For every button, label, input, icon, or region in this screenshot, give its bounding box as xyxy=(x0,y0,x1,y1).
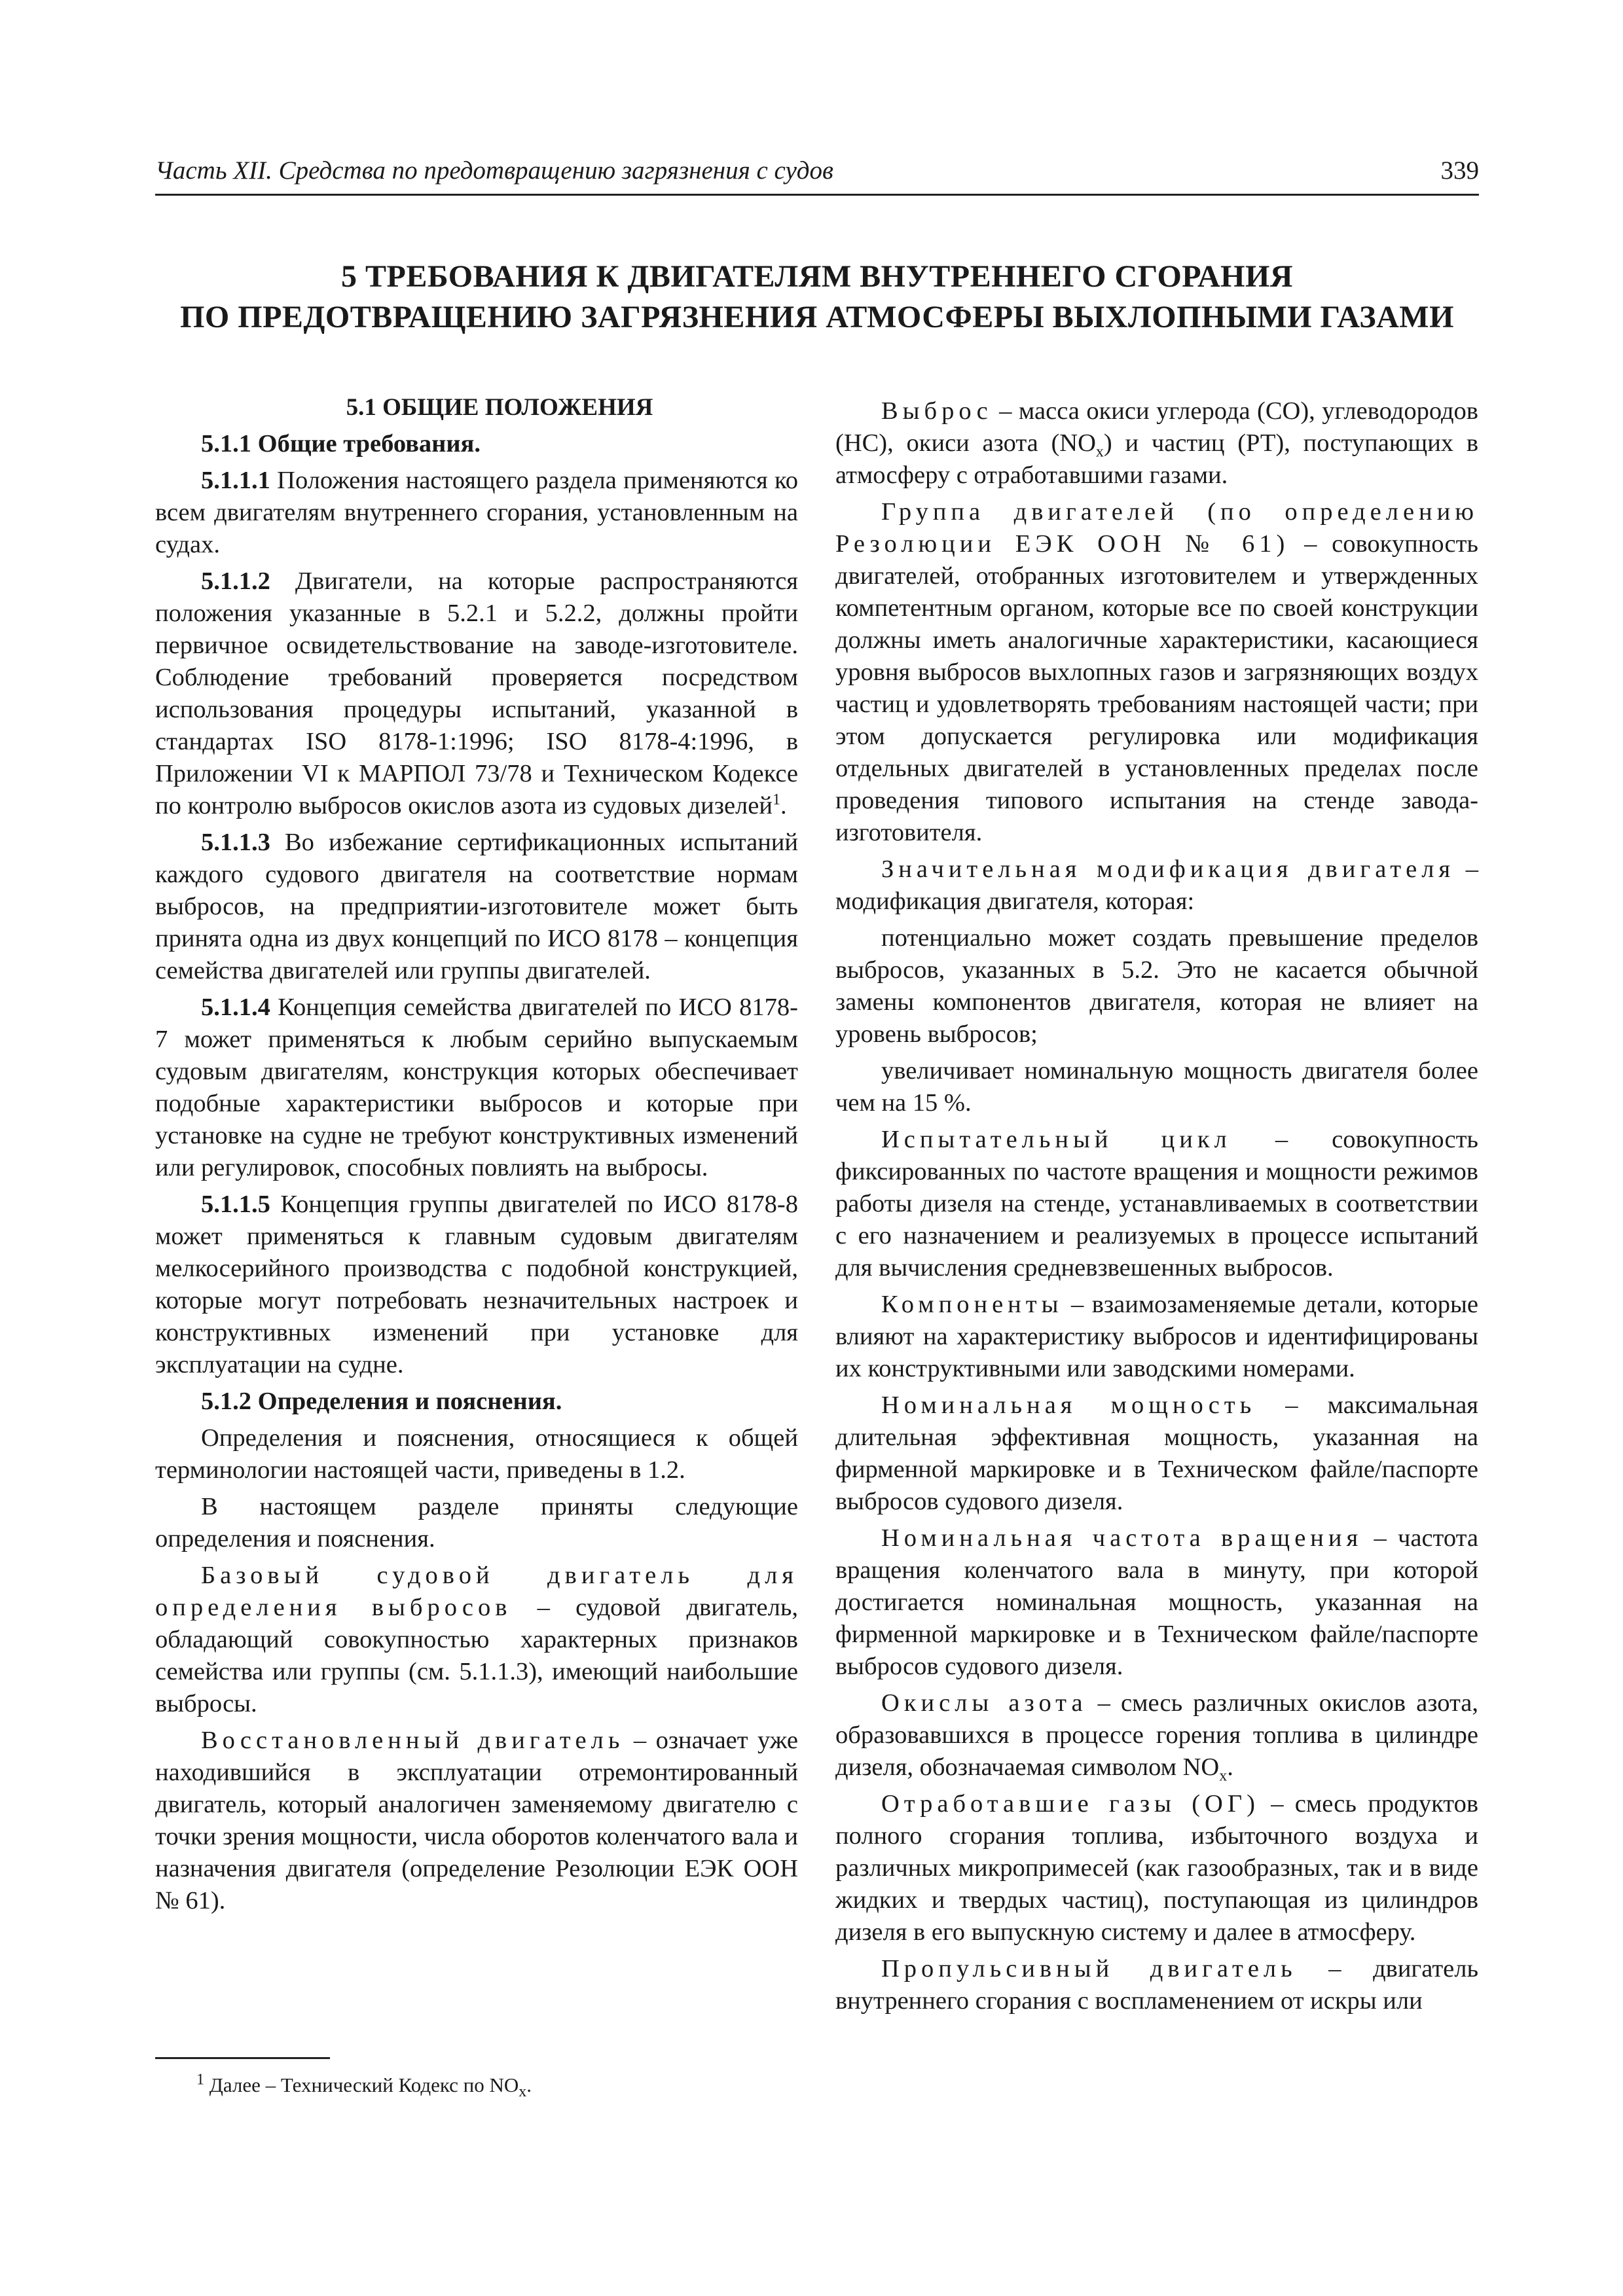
clause-number: 5.1.1.3 xyxy=(201,829,270,856)
definition-rated-speed xyxy=(835,1522,1478,1683)
chapter-title-line-2: ПО ПРЕДОТВРАЩЕНИЮ ЗАГРЯЗНЕНИЯ АТМОСФЕРЫ ВЫХЛОПНЫМИ ГАЗАМИ xyxy=(180,300,1454,334)
definition-components xyxy=(835,1289,1478,1385)
paragraph-definitions-intro: Определения и пояснения, относящиеся к общей терминологии настоящей части, приведены в 1.2. xyxy=(155,1424,798,1484)
modification-item-1: потенциально может создать превышение пределов выбросов, указанных в 5.2. Это не касается обычной замены компонентов двигателя, которая не влияет на уровень выбросов; xyxy=(835,924,1478,1048)
chapter-title xyxy=(155,257,1479,338)
definition-text: – совокупность фиксированных по частоте вращения и мощности режимов работы дизеля на стенде, устанавливаемых в соответствии с его назначением и реализуемых в процессе испытаний для вычисления средневзвешенных выбросов. xyxy=(835,1126,1478,1282)
paragraph-5-1-1-3 xyxy=(155,827,798,987)
paragraph-5-1-1-5 xyxy=(155,1189,798,1381)
clause-number: 5.1.1.1 xyxy=(201,467,270,494)
term: Испытательный цикл xyxy=(881,1126,1231,1153)
definition-text: – взаимозаменяемые детали, которые влияют на характеристику выбросов и идентифицированы их конструктивными или заводскими номерами. xyxy=(835,1291,1478,1382)
paragraph-5-1-1-1 xyxy=(155,465,798,561)
definition-text: – означает уже находившийся в эксплуатации отремонтированный двигатель, который аналогичен заменяемому двигателю с точки зрения мощности, числа оборотов коленчатого вала и назначения двигателя (определение Резолюции ЕЭК ООН № 61). xyxy=(155,1727,798,1914)
subscript: x xyxy=(1095,443,1104,461)
footnote-mark: 1 xyxy=(196,2071,204,2089)
definition-restored-engine xyxy=(155,1725,798,1917)
definition-text-end: ) и частиц (РТ), поступающих в атмосферу с отработавшими газами. xyxy=(835,429,1479,489)
definition-propulsion-engine xyxy=(835,1953,1478,2017)
paragraph-definitions-list: В настоящем разделе приняты следующие определения и пояснения. xyxy=(155,1493,798,1552)
page-number: 339 xyxy=(1440,156,1479,185)
term: Восстановленный двигатель xyxy=(201,1727,625,1754)
footnote xyxy=(196,2071,532,2101)
definition-exhaust-gases xyxy=(835,1788,1478,1948)
modification-item-2: увеличивает номинальную мощность двигателя более чем на 15 %. xyxy=(835,1057,1478,1117)
definition-text: – частота вращения коленчатого вала в минуту, при которой достигается номинальная мощность, указанная на фирменной маркировке и в Техническом файле/паспорте выбросов судового дизеля. xyxy=(835,1524,1478,1680)
definition-engine-group xyxy=(835,496,1478,849)
definition-text: – максимальная длительная эффективная мощность, указанная на фирменной маркировке и в Техническом файле/паспорте выбросов судового дизеля. xyxy=(835,1391,1479,1515)
footnote-separator xyxy=(155,2057,330,2059)
clause-number: 5.1.1.5 xyxy=(201,1191,270,1218)
definition-base-engine xyxy=(155,1560,798,1720)
chapter-title-line-1: 5 ТРЕБОВАНИЯ К ДВИГАТЕЛЯМ ВНУТРЕННЕГО СГОРАНИЯ xyxy=(341,259,1293,294)
term: Окислы азота xyxy=(881,1689,1087,1717)
clause-text: Положения настоящего раздела применяются ко всем двигателям внутреннего сгорания, установленным на судах. xyxy=(155,467,798,558)
term: Пропульсивный двигатель xyxy=(881,1955,1297,1982)
clause-text: Во избежание сертификационных испытаний каждого судового двигателя на соответствие нормам выбросов, на предприятии-изготовителе может быть принята одна из двух концепций по ИСО 8178 – концепция семейства двигателей или группы двигателей. xyxy=(155,829,798,984)
clause-number: 5.1.1.2 xyxy=(201,567,270,595)
definition-text: – масса окиси углерода (СО), углеводородов (НС), окиси азота (NO xyxy=(835,397,1478,457)
definition-text: – двигатель внутреннего сгорания с воспламенением от искры или xyxy=(835,1955,1478,2015)
term: Базовый судовой двигатель для определения выбросов xyxy=(155,1562,798,1621)
clause-number: 5.1.1.4 xyxy=(201,994,270,1021)
subsection-heading-general: 5.1.1 Общие требования. xyxy=(201,430,481,457)
running-header xyxy=(155,156,1479,196)
term: Отработавшие газы (ОГ) xyxy=(881,1790,1260,1818)
subsection-heading-definitions: 5.1.2 Определения и пояснения. xyxy=(201,1388,562,1415)
clause-text: Двигатели, на которые распространяются положения указанные в 5.2.1 и 5.2.2, должны пройти первичное освидетельствование на заводе-изготовителе. Соблюдение требований проверяется посредством использования процедуры испытаний, указанной в стандартах ISO 8178-1:1996; ISO 8178-4:1996, в Приложении VI к МАРПОЛ 73/78 и Техническом Кодексе по контролю выбросов окислов азота из судовых дизелей xyxy=(155,567,798,819)
footnote-end: . xyxy=(526,2073,532,2096)
section-heading: 5.1 ОБЩИЕ ПОЛОЖЕНИЯ xyxy=(346,394,653,421)
paragraph-5-1-1-4 xyxy=(155,992,798,1184)
left-column xyxy=(155,391,798,1922)
clause-text: Концепция семейства двигателей по ИСО 8178-7 может применяться к любым серийно выпускаемым судовым двигателям, конструкция которых обеспечивает подобные характеристики выбросов и которые при установке на судне не требуют конструктивных изменений или регулировок, способных повлиять на выбросы. xyxy=(155,994,798,1181)
footnote-subscript: x xyxy=(519,2083,527,2101)
definition-text: – смесь различных окислов азота, образовавшихся в процессе горения топлива в цилиндре дизеля, обозначаемая символом NO xyxy=(835,1689,1478,1781)
definition-modification xyxy=(835,853,1478,918)
definition-text: – модификация двигателя, которая: xyxy=(835,855,1479,915)
definition-text-end: . xyxy=(1227,1753,1233,1781)
footnote-text: Далее – Технический Кодекс по NO xyxy=(204,2073,519,2096)
header-title: Часть XII. Средства по предотвращению загрязнения с судов xyxy=(155,156,833,185)
right-column xyxy=(835,395,1478,2022)
clause-text-end: . xyxy=(780,792,787,819)
clause-text: Концепция группы двигателей по ИСО 8178-8 может применяться к главным судовым двигателям мелкосерийного производства с подобной конструкцией, которые могут потребовать незначительных настроек и конструктивных изменений при установке для эксплуатации на судне. xyxy=(155,1191,798,1378)
definition-text: – судовой двигатель, обладающий совокупностью характерных признаков семейства или группы (см. 5.1.1.3), имеющий наибольшие выбросы. xyxy=(155,1594,799,1717)
definition-rated-power xyxy=(835,1390,1478,1518)
term: Значительная модификация двигателя xyxy=(881,855,1455,883)
definition-text: – смесь продуктов полного сгорания топлива, избыточного воздуха и различных микропримесей (как газообразных, так и в виде жидких и твердых частиц), поступающая из цилиндров дизеля в его выпускную систему и далее в атмосферу. xyxy=(835,1790,1479,1946)
paragraph-5-1-1-2 xyxy=(155,565,798,822)
definition-emission xyxy=(835,395,1478,492)
subscript: x xyxy=(1219,1767,1228,1785)
term: Номинальная мощность xyxy=(881,1391,1256,1419)
term: Выброс xyxy=(881,397,993,425)
definition-test-cycle xyxy=(835,1124,1478,1284)
footnote-ref[interactable]: 1 xyxy=(772,791,780,809)
term: Компоненты xyxy=(881,1291,1063,1318)
term: Номинальная частота вращения xyxy=(881,1524,1363,1552)
definition-text: – совокупность двигателей, отобранных изготовителем и утвержденных компетентным органом, которые все по своей конструкции должны иметь аналогичные характеристики, касающиеся уровня выбросов выхлопных газов и загрязняющих воздух частиц и удовлетворять требованиям настоящей части; при этом допускается регулировка или модификация отдельных двигателей в установленных пределах после проведения типового испытания на стенде завода-изготовителя. xyxy=(835,530,1478,846)
term: Группа двигателей (по определению Резолюции ЕЭК ООН № 61) xyxy=(835,498,1478,558)
definition-nitrogen-oxides xyxy=(835,1687,1478,1784)
